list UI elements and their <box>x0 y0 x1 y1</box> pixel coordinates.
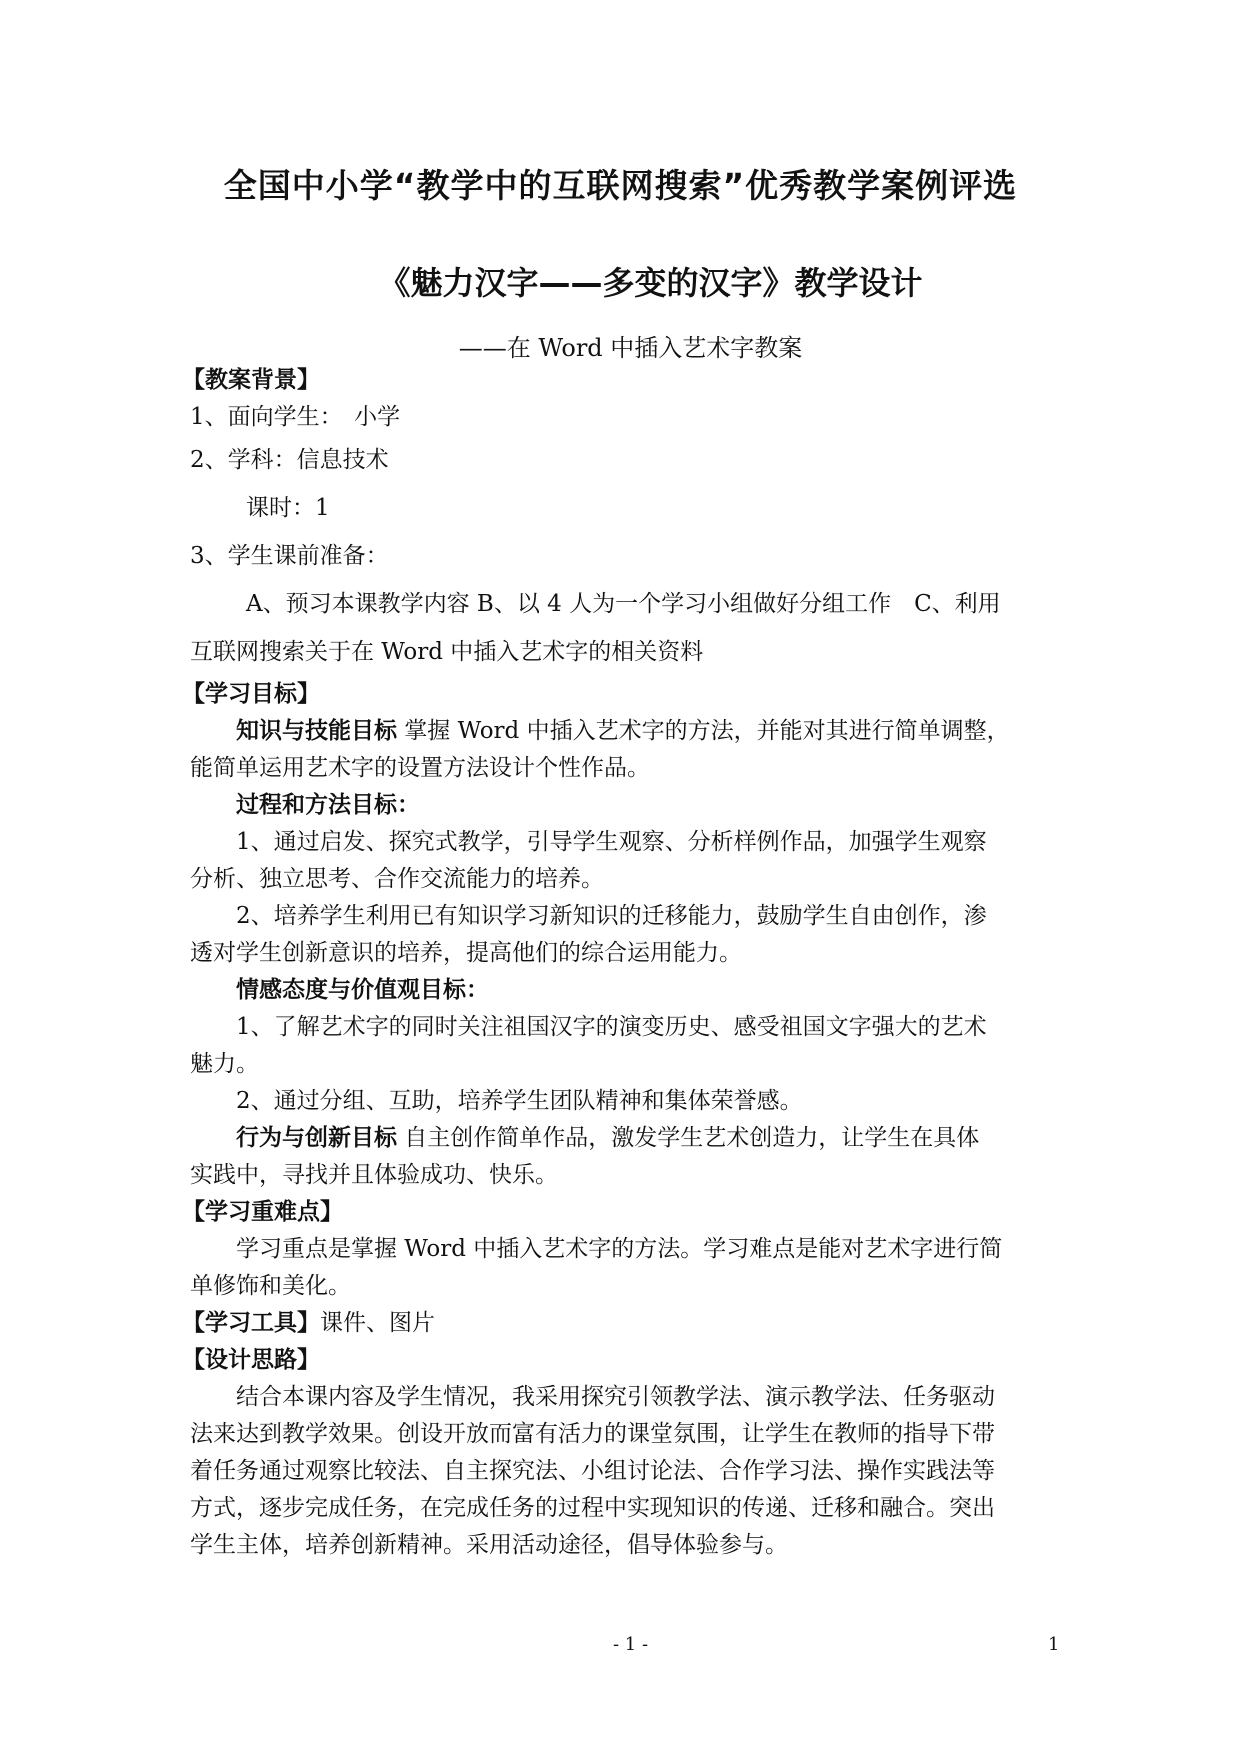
tools-line <box>182 1305 1060 1342</box>
tools-text: 课件、图片 <box>320 1310 435 1336</box>
objective-emotion-1-cont: 魅力。 <box>190 1051 259 1077</box>
objective-emotion-1: 1、了解艺术字的同时关注祖国汉字的演变历史、感受祖国文字强大的艺术 <box>236 1014 987 1040</box>
lesson-subtitle: ——在 Word 中插入艺术字教案 <box>458 334 803 362</box>
section-heading-tools: 【学习工具】 <box>182 1310 320 1336</box>
objective-creative-text: 自主创作简单作品，激发学生艺术创造力，让学生在具体 <box>397 1125 980 1151</box>
objective-process-1: 1、通过启发、探究式教学，引导学生观察、分析样例作品，加强学生观察 <box>236 829 987 855</box>
objective-knowledge-cont: 能简单运用艺术字的设置方法设计个性作品。 <box>190 755 650 781</box>
page-number-right: 1 <box>1048 1634 1060 1655</box>
objective-knowledge <box>190 713 1060 750</box>
objective-process-2-cont: 透对学生创新意识的培养，提高他们的综合运用能力。 <box>190 940 742 966</box>
section-heading-design: 【设计思路】 <box>182 1347 320 1373</box>
design-text-4: 方式，逐步完成任务，在完成任务的过程中实现知识的传递、迁移和融合。突出 <box>190 1495 995 1521</box>
objective-process-2: 2、培养学生利用已有知识学习新知识的迁移能力，鼓励学生自由创作，渗 <box>236 903 987 929</box>
objective-process-label: 过程和方法目标： <box>236 792 420 818</box>
lesson-title: 《魅力汉字——多变的汉字》教学设计 <box>378 264 923 302</box>
objective-emotion-label: 情感态度与价值观目标： <box>236 977 489 1003</box>
section-heading-background: 【教案背景】 <box>182 367 320 393</box>
objective-knowledge-label: 知识与技能目标 <box>236 718 397 744</box>
page-number-center: - 1 - <box>612 1634 649 1655</box>
section-heading-keypoints: 【学习重难点】 <box>182 1199 343 1225</box>
background-students: 1、面向学生： 小学 <box>190 404 401 430</box>
objective-emotion-2: 2、通过分组、互助，培养学生团队精神和集体荣誉感。 <box>236 1088 803 1114</box>
design-text-2: 法来达到教学效果。创设开放而富有活力的课堂氛围，让学生在教师的指导下带 <box>190 1421 995 1447</box>
design-text-5: 学生主体，培养创新精神。采用活动途径，倡导体验参与。 <box>190 1532 788 1558</box>
background-subject: 2、学科：信息技术 <box>190 447 389 473</box>
design-text-3: 着任务通过观察比较法、自主探究法、小组讨论法、合作学习法、操作实践法等 <box>190 1458 995 1484</box>
objective-creative <box>190 1120 1060 1157</box>
objective-process-1-cont: 分析、独立思考、合作交流能力的培养。 <box>190 866 604 892</box>
background-preparation: 3、学生课前准备： <box>190 543 389 569</box>
background-preparation-items-cont: 互联网搜索关于在 Word 中插入艺术字的相关资料 <box>190 639 704 665</box>
background-preparation-items: A、预习本课教学内容 B、以 4 人为一个学习小组做好分组工作 C、利用 <box>246 591 1001 617</box>
objective-knowledge-text: 掌握 Word 中插入艺术字的方法，并能对其进行简单调整， <box>397 718 1010 744</box>
objective-creative-cont: 实践中，寻找并且体验成功、快乐。 <box>190 1162 558 1188</box>
section-heading-objectives: 【学习目标】 <box>182 681 320 707</box>
keypoints-text-cont: 单修饰和美化。 <box>190 1273 351 1299</box>
keypoints-text: 学习重点是掌握 Word 中插入艺术字的方法。学习难点是能对艺术字进行简 <box>236 1236 1003 1262</box>
background-class-hours: 课时：1 <box>246 495 330 521</box>
document-body <box>182 362 1060 1564</box>
document-title: 全国中小学“教学中的互联网搜索”优秀教学案例评选 <box>223 166 1018 205</box>
objective-creative-label: 行为与创新目标 <box>236 1125 397 1151</box>
design-text-1: 结合本课内容及学生情况，我采用探究引领教学法、演示教学法、任务驱动 <box>236 1384 995 1410</box>
